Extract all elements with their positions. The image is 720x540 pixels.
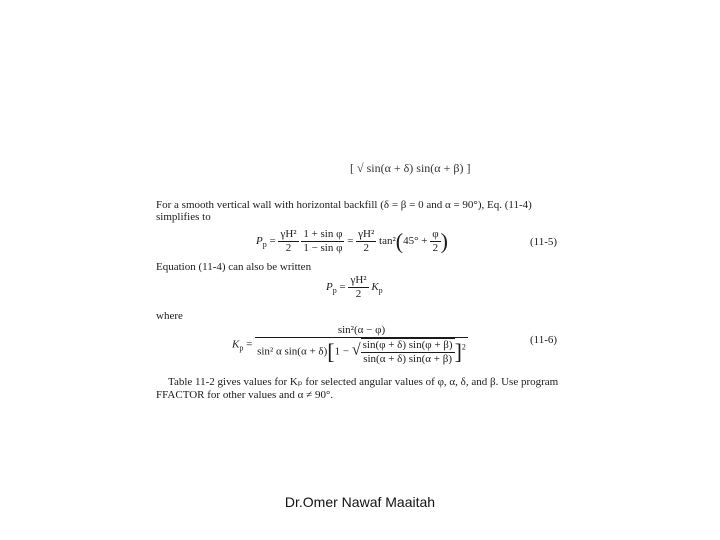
equation-pp: $P_p$ = $\frac{\text{γH²}}{2}$ $K_p$ — [326, 274, 383, 300]
fraction: sin²(α − φ) sin² α sin(α + δ)[1 − √ $\frac{\sin(\varphi + \delta) \sin(\varphi + \beta)}{\sin(\alpha + \delta) \sin(\alpha + \beta)}$ ]$^2$ — [257, 324, 466, 365]
equation-11-6: $K_p$ = sin²(α − φ) sin² α sin(α + δ)[1 − √ $\frac{\sin(\varphi + \delta) \sin(\varphi + \beta)}{\sin(\alpha + \delta) \sin(\alpha + \beta)}$ ]$^2$ — [232, 324, 466, 365]
cropped-equation-fragment: [ √ sin(α + δ) sin(α + β) ] — [350, 161, 471, 175]
fraction: $\frac{\varphi}{2}$ — [432, 228, 439, 254]
fraction: $\frac{\text{1 + sin φ}}{\text{1 − sin φ}}$ — [303, 228, 343, 254]
author-footer: Dr.Omer Nawaf Maaitah — [284, 494, 436, 510]
scanned-textbook-page — [150, 161, 570, 410]
paragraph-line: where — [156, 310, 183, 322]
paragraph-line: FFACTOR for other values and α ≠ 90°. — [156, 389, 334, 401]
equation-number: (11-5) — [530, 236, 558, 248]
fraction: $\frac{\text{γH²}}{2}$ — [350, 274, 367, 300]
fraction: $\frac{\text{γH²}}{2}$ — [280, 228, 297, 254]
paragraph-line: simplifies to — [156, 211, 211, 223]
equation-number: (11-6) — [530, 334, 558, 346]
paragraph-line: For a smooth vertical wall with horizontal backfill (δ = β = 0 and α = 90°), Eq. (11-4) — [156, 199, 532, 211]
fraction: $\frac{\text{γH²}}{2}$ — [358, 228, 375, 254]
paragraph-line: Table 11-2 gives values for Kₚ for selected angular values of φ, α, δ, and β. Use program — [168, 376, 559, 388]
equation-11-5: $P_p$ = $\frac{\text{γH²}}{2}$ $\frac{\text{1 + sin φ}}{\text{1 − sin φ}}$ = $\frac{\text{γH²}}{2}$ tan²(45° + $\frac{\varphi}{2}$ ) — [256, 228, 448, 254]
paragraph-line: Equation (11-4) can also be written — [156, 261, 312, 273]
